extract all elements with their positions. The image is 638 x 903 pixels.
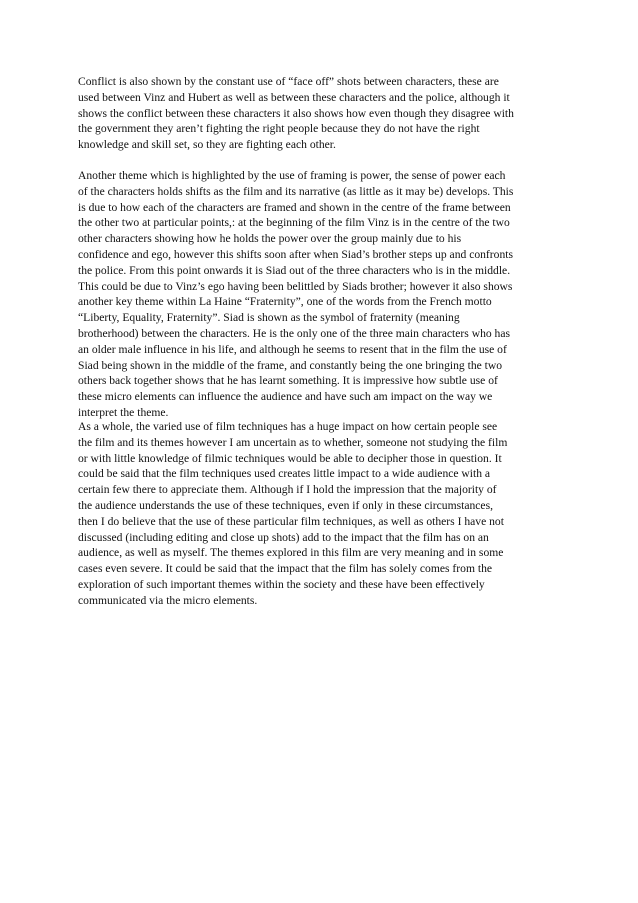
text-line: brotherhood) between the characters. He is the only one of the three main characters who has — [78, 326, 511, 340]
text-line: other characters showing how he holds the power over the group mainly due to his — [78, 232, 462, 246]
text-line: communicated via the micro elements. — [78, 593, 258, 607]
text-line: Another theme which is highlighted by the use of framing is power, the sense of power each — [78, 169, 506, 182]
text-line: the government they aren’t fighting the right people because they do not have the right — [78, 122, 480, 136]
text-line: the audience understands the use of these techniques, even if only in these circumstances, — [78, 498, 493, 512]
text-line: could be said that the film techniques used creates little impact to a wide audience with a — [78, 467, 491, 481]
text-line: certain few there to appreciate them. Although if I hold the impression that the majority of — [78, 483, 497, 497]
text-line: then I do believe that the use of these particular film techniques, as well as others I have not — [78, 514, 504, 528]
text-line: used between Vinz and Hubert as well as between these characters and the police, although it — [78, 90, 510, 104]
text-line: is due to how each of the characters are framed and shown in the centre of the frame between — [78, 200, 511, 214]
text-line: or with little knowledge of filmic techniques would be able to decipher those in question. It — [78, 451, 502, 465]
text-line: the police. From this point onwards it is Siad out of the three characters who is in the middle. — [78, 263, 511, 277]
text-line: another key theme within La Haine “Fraternity”, one of the words from the French motto — [78, 295, 492, 309]
paragraph-conflict — [78, 74, 564, 153]
text-line: others back together shows that he has learnt something. It is impressive how subtle use of — [78, 374, 498, 388]
paragraph-conclusion — [78, 419, 564, 609]
text-line: of the characters holds shifts as the film and its narrative (as little as it may be) develops. This — [78, 184, 514, 198]
text-line: confidence and ego, however this shifts soon after when Siad’s brother steps up and confronts — [78, 247, 513, 261]
text-line: Conflict is also shown by the constant use of “face off” shots between characters, these are — [78, 75, 499, 88]
text-line: these micro elements can influence the audience and have such am impact on the way we — [78, 390, 493, 404]
text-line: exploration of such important themes within the society and these have been effectively — [78, 577, 485, 591]
paragraph-power — [78, 168, 564, 421]
text-line: “Liberty, Equality, Fraternity”. Siad is shown as the symbol of fraternity (meaning — [78, 311, 460, 325]
text-line: cases even severe. It could be said that the impact that the film has solely comes from the — [78, 562, 493, 576]
text-line: an older male influence in his life, and although he seems to resent that in the film the use of — [78, 342, 507, 356]
text-line: the film and its themes however I am uncertain as to whether, someone not studying the film — [78, 435, 508, 449]
text-line: discussed (including editing and close up shots) add to the impact that the film has on an — [78, 530, 489, 544]
text-line: interpret the theme. — [78, 405, 169, 419]
text-line: Siad being shown in the middle of the frame, and constantly being the one bringing the two — [78, 358, 503, 372]
text-line: knowledge and skill set, so they are fighting each other. — [78, 138, 336, 152]
text-line: shows the conflict between these characters it also shows how even though they disagree with — [78, 106, 514, 120]
text-line: the other two at particular points,: at the beginning of the film Vinz is in the centre of the two — [78, 216, 510, 230]
text-line: As a whole, the varied use of film techniques has a huge impact on how certain people see — [78, 420, 498, 433]
text-line: audience, as well as myself. The themes explored in this film are very meaning and in some — [78, 546, 504, 560]
text-line: This could be due to Vinz’s ego having been belittled by Siads brother; however it also shows — [78, 279, 513, 293]
